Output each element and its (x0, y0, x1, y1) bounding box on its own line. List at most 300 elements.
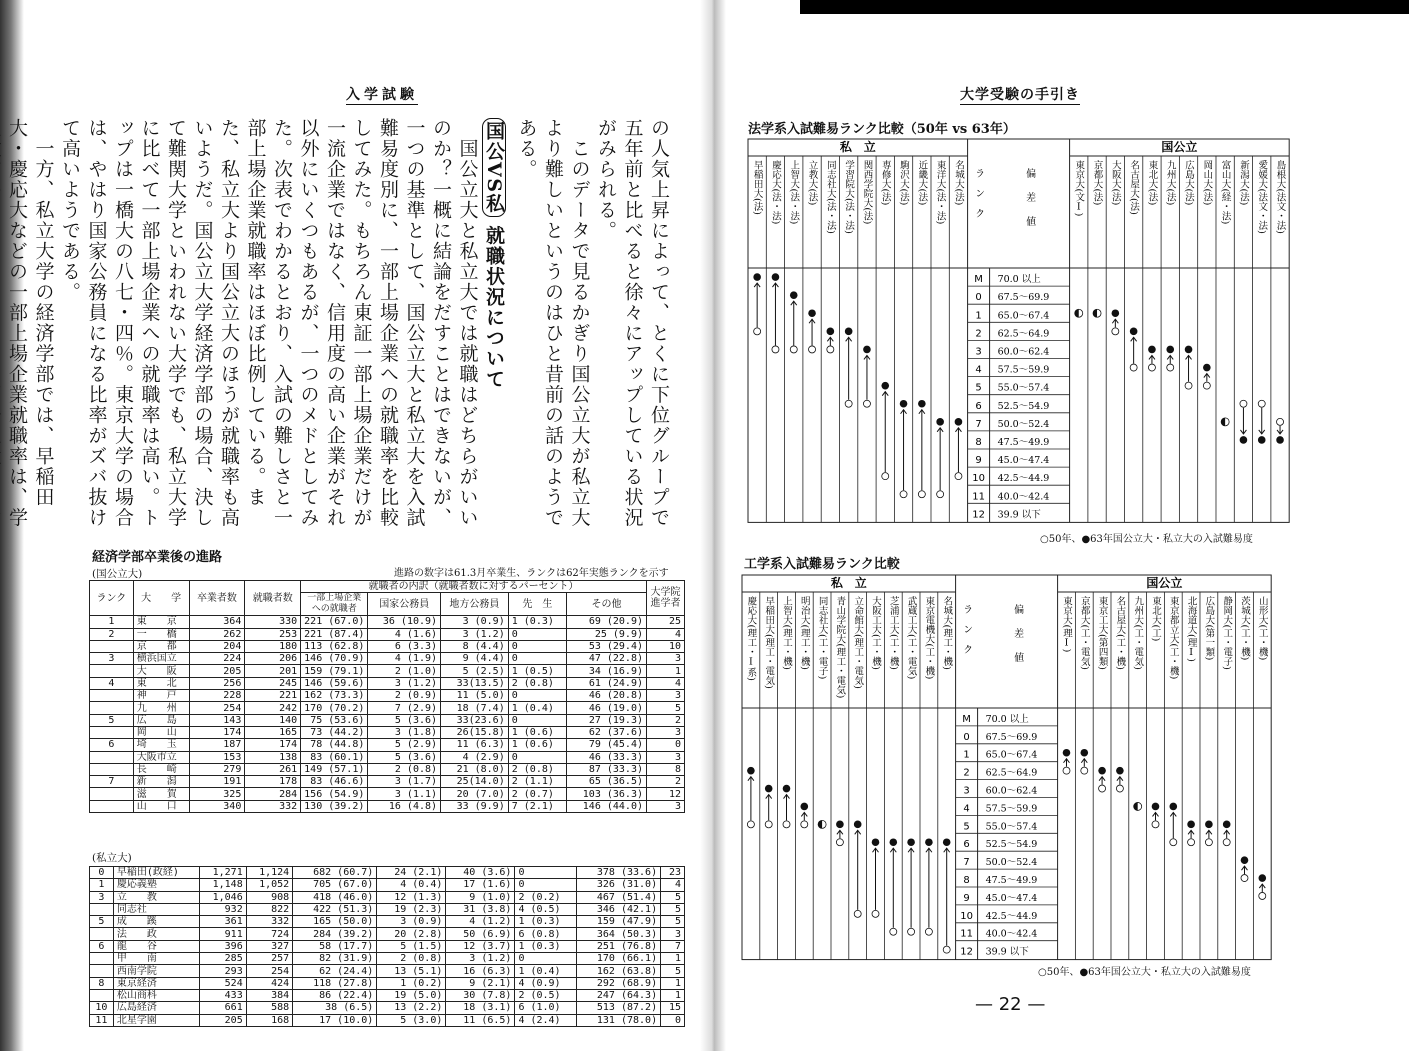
national-mark-y63 (1112, 309, 1120, 317)
table-row (90, 739, 685, 751)
table-cell: 33(23.6) (441, 714, 509, 726)
table-cell: 埼 玉 (133, 739, 189, 751)
national-col-name: 九州大(工・電気) (1132, 596, 1144, 670)
national-mark-y50 (1130, 364, 1137, 371)
table-cell: 横浜国立 (133, 653, 189, 665)
table-cell: 251 (76.8) (576, 940, 660, 952)
table-cell: 25 (9.9) (567, 628, 647, 640)
table-cell: 0 (515, 953, 577, 965)
table-cell: 332 (246, 916, 292, 928)
private-col-name: 大阪工大(工・機) (869, 596, 881, 670)
score-label: 62.5～64.9 (985, 767, 1038, 779)
private-mark-y50 (955, 473, 962, 480)
private-mark-y63 (863, 346, 871, 354)
private-mark-y50 (943, 946, 950, 953)
national-mark-y50 (1152, 821, 1159, 828)
table-cell: 4 (2.9) (441, 751, 509, 763)
table-row (90, 653, 685, 665)
table-cell: 5 (661, 891, 685, 903)
table-cell: 1 (90, 616, 134, 628)
rank-label: 11 (960, 928, 973, 940)
score-label: 50.0～52.4 (985, 857, 1038, 869)
score-label: 45.0～47.4 (997, 455, 1050, 467)
score-label: 57.5～59.9 (985, 803, 1038, 815)
table-cell: 146 (70.9) (301, 653, 368, 665)
table-cell: 5 (3.6) (368, 751, 441, 763)
private-mark-y63 (907, 838, 915, 846)
private-mark-y50 (772, 346, 779, 353)
table-cell: 396 (200, 940, 246, 952)
table-cell: 大阪市立 (133, 751, 189, 763)
table-cell: 西南学院 (113, 965, 199, 977)
table-cell: 364 (189, 616, 245, 628)
private-mark-y50 (754, 328, 761, 335)
national-mark-y50 (1148, 364, 1155, 371)
national-mark-y63 (1205, 821, 1213, 829)
private-col-name: 武蔵工大(工・電気) (905, 596, 917, 680)
score-label: 70.0 以上 (985, 713, 1029, 725)
table-cell: 神 戸 (133, 690, 189, 702)
table-row (90, 989, 685, 1001)
table-cell: 11 (5.0) (441, 690, 509, 702)
table-cell: 3 (647, 751, 685, 763)
table-row (90, 726, 685, 738)
table-cell: 46 (19.0) (567, 702, 647, 714)
private-mark-y63 (943, 838, 951, 846)
table-cell: 364 (50.3) (576, 928, 660, 940)
table-cell: 279 (189, 763, 245, 775)
national-col-name: 東京工大(第四類) (1096, 596, 1108, 670)
national-mark-y63 (1169, 803, 1177, 811)
table-cell: 524 (200, 977, 246, 989)
private-col-name: 青山学院大(理工・電気) (834, 596, 846, 699)
table-cell: 7 (661, 940, 685, 952)
rank-chart-svg (744, 138, 1293, 523)
national-col-name: 京都大(工・電気) (1078, 596, 1090, 670)
table-row (90, 879, 685, 891)
national-mark-y63 (1185, 346, 1193, 354)
table-cell: 3 (647, 726, 685, 738)
col-national-civil: 国家公務員 (368, 593, 441, 616)
table-row (90, 665, 685, 677)
table-cell: 広 島 (133, 714, 189, 726)
table-cell: 3 (661, 928, 685, 940)
table-row (90, 776, 685, 788)
table-row (90, 616, 685, 628)
table-cell: 221 (87.4) (301, 628, 368, 640)
rank-label: 3 (975, 346, 982, 358)
table-row (90, 1014, 685, 1026)
table-cell: 0 (508, 751, 566, 763)
table-cell: 11 (6.3) (441, 739, 509, 751)
table-cell: 同志社 (113, 903, 199, 915)
private-mark-y50 (809, 346, 816, 353)
table-cell: 岡 山 (133, 726, 189, 738)
table-row (90, 751, 685, 763)
subheading-text: 就職状況について (483, 225, 505, 390)
private-mark-y50 (937, 491, 944, 498)
score-header: 偏差値 (1024, 167, 1036, 240)
table-cell: 253 (245, 628, 301, 640)
col-other: その他 (567, 593, 647, 616)
table-cell: 9 (2.1) (446, 977, 515, 989)
rank-label: 12 (972, 509, 985, 521)
table-cell: 162 (63.8) (576, 965, 660, 977)
table-cell: 1,046 (200, 891, 246, 903)
table-cell: 一 橋 (133, 628, 189, 640)
table-cell: 1,148 (200, 879, 246, 891)
table-cell: 174 (245, 739, 301, 751)
rank-label: 1 (963, 749, 970, 761)
table-cell: 31 (3.8) (446, 903, 515, 915)
econ-table-private (89, 866, 685, 1027)
table-cell: 418 (46.0) (293, 891, 377, 903)
table-row (90, 714, 685, 726)
law-chart-title: 法学系入試難易ランク比較（50年 vs 63年） (748, 122, 1016, 137)
table-cell: 180 (245, 640, 301, 652)
national-mark-y50 (1063, 767, 1070, 774)
private-mark-y50 (747, 821, 754, 828)
score-label: 45.0～47.4 (985, 892, 1038, 904)
table-cell: 5 (90, 714, 134, 726)
table-cell: 4 (1.6) (368, 628, 441, 640)
national-col-name: 富山大(経・法) (1219, 159, 1231, 225)
table-cell: 5 (90, 916, 114, 928)
score-label: 47.5～49.9 (985, 874, 1038, 886)
national-mark-y50 (1112, 328, 1119, 335)
table-cell: 0 (508, 653, 566, 665)
rank-label: 0 (963, 731, 970, 743)
private-mark-y63 (808, 309, 816, 317)
table-cell: 261 (245, 763, 301, 775)
national-col-name: 名古屋大(工・機) (1114, 596, 1126, 670)
table-cell: 201 (245, 665, 301, 677)
eng-chart-title: 工学系入試難易ランク比較 (744, 557, 900, 572)
table-cell: 18 (7.4) (441, 702, 509, 714)
national-col-name: 東京大(理Ⅰ) (1060, 596, 1072, 653)
national-mark-y63 (1080, 749, 1088, 757)
score-label: 65.0～67.4 (997, 310, 1050, 322)
table-cell: 26(15.8) (441, 726, 509, 738)
col-employed: 就職者数 (245, 581, 301, 616)
table-cell: 165 (50.0) (293, 916, 377, 928)
table-cell: 27 (19.3) (567, 714, 647, 726)
national-mark-same (1221, 418, 1225, 426)
table-cell: 2 (647, 714, 685, 726)
rank-label: 9 (963, 892, 970, 904)
table-row (90, 1002, 685, 1014)
national-mark-y63 (1240, 436, 1248, 444)
table-cell: 山 口 (133, 800, 189, 812)
national-col-name: 茨城大(工・機) (1238, 596, 1250, 661)
table-cell: 9 (4.4) (441, 653, 509, 665)
table-cell: 龍 谷 (113, 940, 199, 952)
table-cell: 2 (0.8) (508, 677, 566, 689)
private-mark-y50 (890, 928, 897, 935)
table-cell: 433 (200, 989, 246, 1001)
table-cell: 143 (189, 714, 245, 726)
rank-label: 5 (963, 821, 970, 833)
table-cell: 東 北 (133, 677, 189, 689)
book-gutter (700, 0, 726, 1051)
econ-group-private: (私立大) (92, 852, 132, 864)
national-col-name: 東京都立大(工・機) (1167, 596, 1179, 680)
score-label: 55.0～57.4 (997, 382, 1050, 394)
table-cell: 5 (661, 965, 685, 977)
table-cell: 159 (79.1) (301, 665, 368, 677)
table-row (90, 788, 685, 800)
table-cell: 2 (0.7) (508, 788, 566, 800)
table-cell: 292 (68.9) (576, 977, 660, 989)
econ-group-national: (国公立大) (92, 568, 143, 580)
col-grads: 卒業者数 (189, 581, 245, 616)
private-col-name: 立教大(法) (806, 159, 818, 206)
table-cell: 3 (90, 653, 134, 665)
table-cell: 1 (0.3) (508, 616, 566, 628)
table-cell: 18 (3.1) (446, 1002, 515, 1014)
table-cell: 87 (33.3) (567, 763, 647, 775)
private-col-name: 名城大(法) (952, 159, 964, 206)
rank-label: 2 (975, 328, 982, 340)
national-mark-y50 (1240, 400, 1247, 407)
rank-label: 4 (975, 364, 982, 376)
table-row (90, 867, 685, 879)
body-paragraph: の人気上昇によって、とくに下位グループで五年前と比べると徐々にアップしている状況がみられる。 (595, 118, 670, 528)
table-cell: 4 (2.4) (515, 1014, 577, 1026)
table-cell: 3 (0.9) (377, 916, 446, 928)
private-mark-y50 (900, 491, 907, 498)
rank-label: 0 (975, 292, 982, 304)
table-cell: 221 (245, 690, 301, 702)
table-cell: 1 (90, 879, 114, 891)
private-col-name: 専修大(法) (879, 159, 891, 206)
table-cell: 20 (2.8) (377, 928, 446, 940)
table-row (90, 690, 685, 702)
table-cell: 4 (647, 677, 685, 689)
table-cell: 12 (647, 788, 685, 800)
table-cell: 2 (0.9) (368, 690, 441, 702)
table-cell: 2 (647, 776, 685, 788)
private-col-name: 慶応大(理工・Ⅰ系) (745, 596, 757, 681)
national-mark-y50 (1081, 767, 1088, 774)
table-cell: 46 (20.8) (567, 690, 647, 702)
score-label: 52.5～54.9 (997, 400, 1050, 412)
body-paragraph: このデータで見るかぎり国公立大が私立大より難しいというのはひと昔前の話のようである。 (515, 118, 591, 528)
table-cell: 170 (66.1) (576, 953, 660, 965)
private-mark-y63 (772, 273, 780, 281)
national-mark-y63 (1258, 436, 1266, 444)
private-mark-y63 (918, 400, 926, 408)
table-cell: 103 (36.3) (567, 788, 647, 800)
national-mark-y63 (1187, 821, 1195, 829)
table-cell: 法 政 (113, 928, 199, 940)
page-number: — 22 — (975, 994, 1046, 1015)
table-cell: 7 (2.9) (368, 702, 441, 714)
table-row (90, 763, 685, 775)
running-head-right: 大学受験の手引き (960, 84, 1080, 105)
private-mark-same (818, 820, 822, 828)
table-cell: 422 (51.3) (293, 903, 377, 915)
private-mark-y63 (881, 382, 889, 390)
score-label: 70.0 以上 (997, 274, 1041, 286)
body-paragraph: 一方、私立大学の経済学部では、早稲田大・慶応大などの一部上場企業就職率は、学 (6, 118, 55, 528)
table-cell: 0 (90, 867, 114, 879)
table-cell: 九 州 (133, 702, 189, 714)
score-label: 52.5～54.9 (985, 839, 1038, 851)
table-cell: 慶応義塾 (113, 879, 199, 891)
table-row (90, 903, 685, 915)
table-cell: 79 (45.4) (567, 739, 647, 751)
table-row (90, 965, 685, 977)
private-mark-y63 (900, 400, 908, 408)
national-mark-y63 (1166, 346, 1174, 354)
table-cell: 187 (189, 739, 245, 751)
table-cell: 1 (0.4) (508, 702, 566, 714)
eng-rank-chart (738, 574, 1275, 961)
national-col-name: 九州大(法) (1164, 159, 1176, 206)
national-mark-y63 (1116, 767, 1124, 775)
private-col-name: 早稲田大(法) (751, 159, 763, 215)
rank-label: 7 (975, 418, 982, 430)
table-cell: 11 (90, 1014, 114, 1026)
table-cell: 2 (0.5) (515, 989, 577, 1001)
table-cell: 131 (78.0) (576, 1014, 660, 1026)
table-cell: 13 (2.2) (377, 1002, 446, 1014)
table-cell: 1 (661, 953, 685, 965)
table-cell: 3 (90, 891, 114, 903)
table-cell: 822 (246, 903, 292, 915)
table-cell (90, 665, 134, 677)
private-col-name: 立命館大(理工・電気) (852, 596, 864, 689)
table-cell: 2 (0.8) (368, 763, 441, 775)
national-mark-y63 (1223, 821, 1231, 829)
table-cell: 23 (661, 867, 685, 879)
private-mark-y63 (936, 418, 944, 426)
private-mark-y63 (889, 838, 897, 846)
national-mark-y50 (1203, 382, 1210, 389)
table-cell (90, 763, 134, 775)
table-cell: 205 (189, 665, 245, 677)
private-col-name: 駒沢大(法) (898, 159, 910, 206)
table-cell: 36 (10.9) (368, 616, 441, 628)
table-cell: 東京経済 (113, 977, 199, 989)
table-cell: 12 (3.7) (446, 940, 515, 952)
table-cell: 50 (6.9) (446, 928, 515, 940)
table-cell (90, 690, 134, 702)
national-mark-y50 (1277, 418, 1284, 425)
table-cell: 16 (6.3) (446, 965, 515, 977)
table-cell: 1 (661, 989, 685, 1001)
private-mark-y50 (801, 821, 808, 828)
rank-label: 9 (975, 455, 982, 467)
table-cell (90, 928, 114, 940)
table-row (90, 800, 685, 812)
table-cell: 53 (29.4) (567, 640, 647, 652)
table-cell: 早稲田(政経) (113, 867, 199, 879)
econ-table-note: 進路の数字は61.3月卒業生、ランクは62年実態ランクを示す (394, 568, 669, 579)
score-label: 40.0～42.4 (997, 491, 1050, 503)
private-mark-y50 (836, 839, 843, 846)
table-row (90, 928, 685, 940)
score-label: 42.5～44.9 (997, 473, 1050, 485)
table-cell: 25 (647, 616, 685, 628)
table-cell: 成 蹊 (113, 916, 199, 928)
rank-label: 8 (963, 874, 970, 886)
table-cell: 62 (24.4) (293, 965, 377, 977)
national-col-name: 島根大(法文・法) (1274, 159, 1286, 234)
private-mark-y63 (827, 328, 835, 336)
table-cell: 4 (0.4) (377, 879, 446, 891)
running-head-left: 入学試験 (346, 84, 418, 105)
table-cell: 149 (57.1) (301, 763, 368, 775)
table-cell: 1 (661, 977, 685, 989)
rank-label: 6 (963, 839, 970, 851)
table-cell: 174 (189, 726, 245, 738)
table-cell: 5 (661, 916, 685, 928)
table-cell: 北星学園 (113, 1014, 199, 1026)
private-col-name: 近畿大(法) (916, 159, 928, 206)
table-cell: 513 (87.2) (576, 1002, 660, 1014)
table-cell: 1,052 (246, 879, 292, 891)
table-cell: 33 (9.9) (441, 800, 509, 812)
table-cell: 168 (246, 1014, 292, 1026)
table-cell: 滋 賀 (133, 788, 189, 800)
body-text-vertical (6, 118, 672, 538)
col-rank: ランク (90, 581, 134, 616)
table-cell: 19 (5.0) (377, 989, 446, 1001)
table-cell: 6 (90, 739, 134, 751)
score-label: 39.9 以下 (985, 946, 1029, 958)
table-cell: 130 (39.2) (301, 800, 368, 812)
private-mark-y50 (908, 928, 915, 935)
table-cell: 325 (189, 788, 245, 800)
table-cell: 3 (0.9) (441, 616, 509, 628)
table-cell: 5 (2.5) (441, 665, 509, 677)
econ-table-title: 経済学部卒業後の進路 (92, 550, 223, 565)
table-cell: 65 (36.5) (567, 776, 647, 788)
table-cell: 7 (90, 776, 134, 788)
table-cell: 224 (189, 653, 245, 665)
table-cell: 5 (2.9) (368, 739, 441, 751)
table-cell: 1,271 (200, 867, 246, 879)
table-cell (90, 965, 114, 977)
table-cell: 2 (0.8) (377, 953, 446, 965)
table-cell: 262 (189, 628, 245, 640)
rank-label: 5 (975, 382, 982, 394)
national-mark-y50 (1185, 382, 1192, 389)
table-cell: 0 (508, 714, 566, 726)
private-mark-y63 (836, 821, 844, 829)
rank-label: 12 (960, 946, 973, 958)
private-col-name: 同志社大(工・電子) (816, 596, 828, 680)
table-cell: 40 (3.6) (446, 867, 515, 879)
table-cell: 4 (90, 677, 134, 689)
private-mark-y63 (872, 838, 880, 846)
table-cell: 384 (246, 989, 292, 1001)
national-mark-y50 (1223, 839, 1230, 846)
national-col-name: 山形大(工・機) (1256, 596, 1268, 661)
rank-label: 3 (963, 785, 970, 797)
table-cell: 4 (661, 879, 685, 891)
private-mark-y50 (790, 346, 797, 353)
group-label-national: 国公立 (1161, 139, 1198, 154)
table-cell: 3 (1.8) (368, 726, 441, 738)
table-cell: 0 (515, 867, 577, 879)
table-cell: 932 (200, 903, 246, 915)
rank-label: 2 (963, 767, 970, 779)
rank-label: 10 (960, 910, 973, 922)
table-cell: 6 (0.8) (515, 928, 577, 940)
